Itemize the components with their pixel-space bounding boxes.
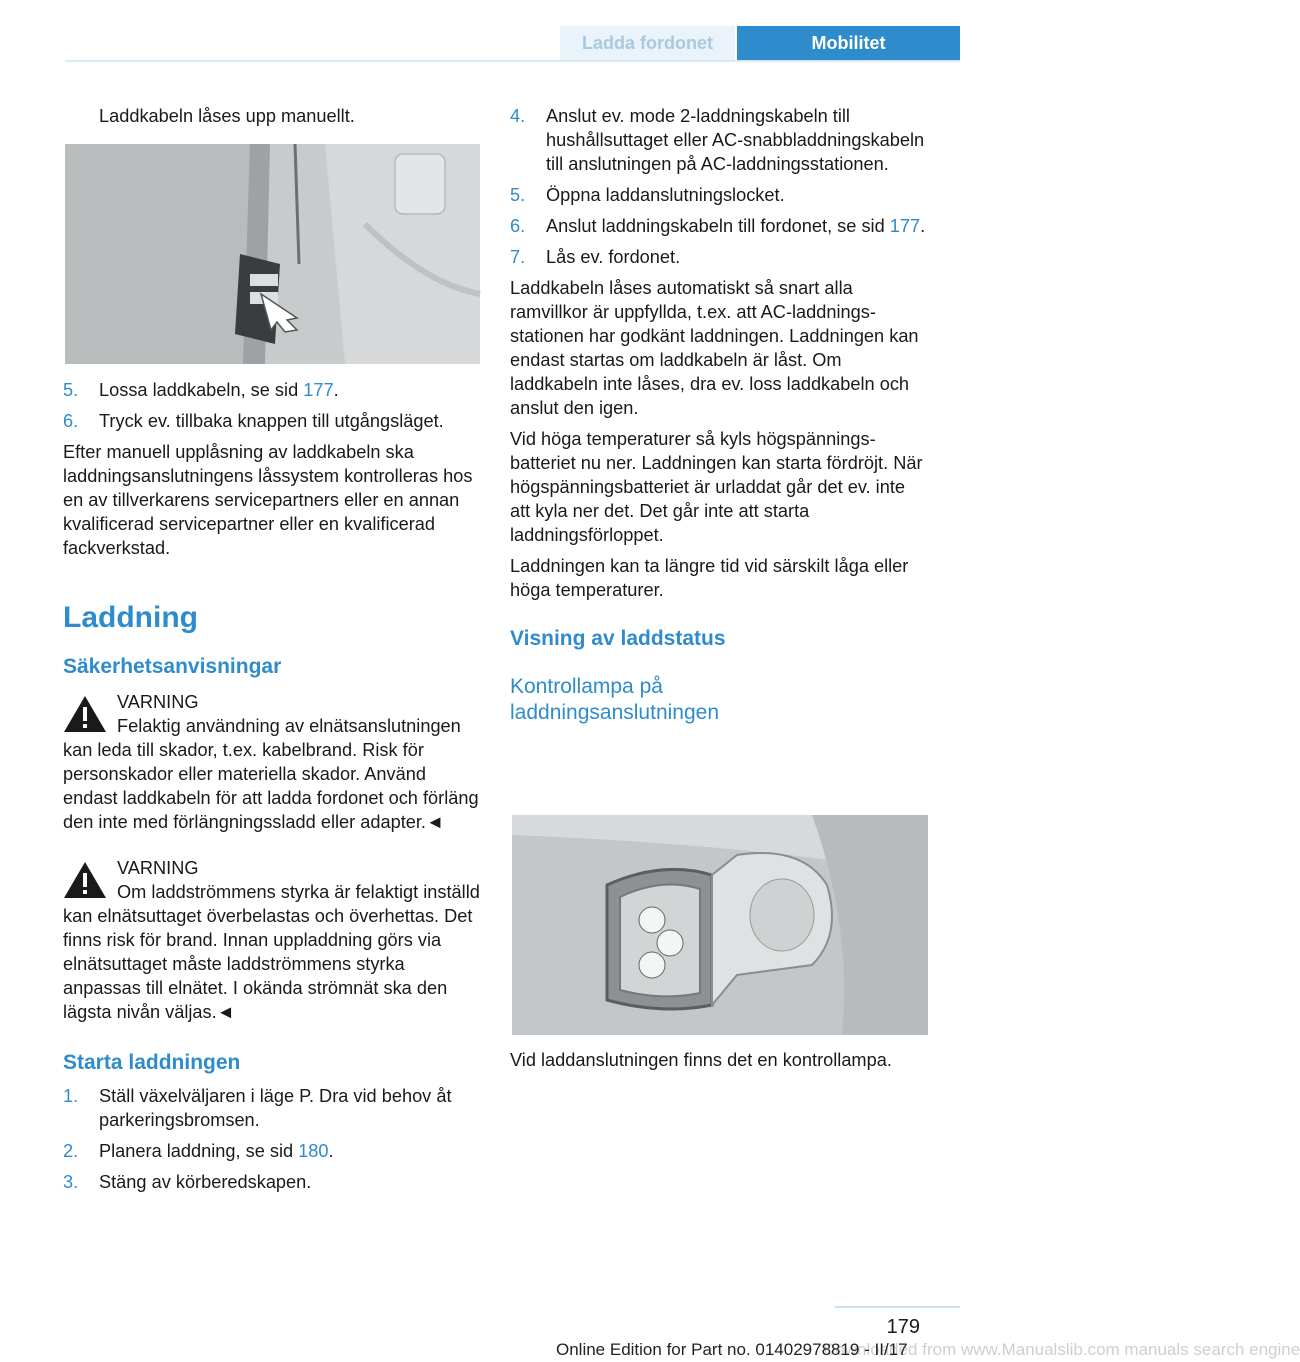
step-number: 6. (63, 411, 79, 431)
charging-port-illustration (512, 815, 928, 1035)
warning-text-2: Om laddströmmens styrka är felaktigt inställd kan elnätsuttaget överbelastas och överhettas. Det finns risk för brand. Innan uppladdning görs via elnätsuttaget måste laddströmmens styrka anpassas till elnätet. I okända strömnät ska den lägsta nivån väljas.◄ (63, 882, 480, 1022)
list-item (63, 409, 483, 433)
header-divider (65, 60, 960, 62)
page-ref-link[interactable]: 177 (889, 216, 921, 236)
right-bottom-block (510, 1048, 930, 1072)
warning-icon (63, 694, 107, 734)
step-number: 5. (63, 380, 79, 400)
step-text: Planera laddning, se sid (99, 1141, 299, 1161)
watermark[interactable]: Downloaded from www.Manualslib.com manuals search engine (823, 1340, 1300, 1359)
step-number: 3. (63, 1172, 79, 1192)
charging-port-photo (512, 815, 928, 1035)
page-ref-link[interactable]: 177 (303, 380, 334, 400)
page-ref-link[interactable]: 180 (298, 1141, 329, 1161)
step-text: Lås ev. fordonet. (546, 247, 681, 267)
list-item (63, 1170, 483, 1194)
warning-block-1 (63, 690, 483, 714)
step-number: 7. (510, 247, 526, 267)
warning-title: VARNING (117, 692, 199, 712)
list-item: 6. Anslut laddningskabeln till fordonet, se sid 177. (510, 216, 926, 236)
left-column-body (63, 378, 483, 1194)
auto-lock-paragraph: Laddkabeln låses automatiskt så snart alla ramvillkor är uppfyllda, t.ex. att AC-laddningsstationen har godkänt laddningen. Laddningen kan endast startas om laddkabeln är låst. Om laddkabeln inte låses, dra ev. loss laddkabeln och anslut den igen. (510, 278, 919, 418)
warning-block-2 (63, 856, 483, 880)
section-title: Laddning (63, 601, 198, 634)
manual-unlock-paragraph: Efter manuell upplåsning av laddkabeln ska laddningsanslutningens låssystem kontrolleras hos en av tillverkarens servicepartners eller en annan kvalificerad servicepartner eller en kvalificerad fackverkstad. (63, 442, 473, 558)
cable-release-illustration (65, 144, 480, 364)
header-section-tab: Ladda fordonet (560, 26, 735, 60)
step-text: Öppna laddanslutningslocket. (546, 185, 785, 205)
intro-text: Laddkabeln låses upp manuellt. (99, 106, 355, 126)
indicator-lamp-paragraph: Vid laddanslutningen finns det en kontrollampa. (510, 1050, 892, 1070)
list-item (510, 104, 930, 176)
step-number: 6. (510, 216, 526, 236)
step-text: Tryck ev. tillbaka knappen till utgångsläget. (99, 411, 444, 431)
edition-text: Online Edition for Part no. 01402978819 - II/17 (556, 1340, 908, 1359)
left-intro-block (63, 104, 483, 128)
charge-status-heading: Visning av laddstatus (510, 627, 726, 650)
cable-release-photo (65, 144, 480, 364)
step-number: 1. (63, 1086, 79, 1106)
indicator-lamp-heading: Kontrollampa på laddningsanslutningen (510, 675, 720, 724)
step-text: Stäng av körberedskapen. (99, 1172, 312, 1192)
list-item: 5. Lossa laddkabeln, se sid 177. (63, 380, 339, 400)
list-item (510, 245, 930, 269)
safety-heading: Säkerhetsanvisningar (63, 655, 282, 678)
temperature-paragraph: Vid höga temperaturer så kyls högspänningsbatteriet nu ner. Laddningen kan starta fördröjt. När högspänningsbatteriet är urladdat går det ev. inte att kyla ner det. Det går inte att starta laddningsförloppet. (510, 429, 923, 545)
footer-divider (835, 1306, 960, 1308)
warning-title: VARNING (117, 858, 199, 878)
duration-paragraph: Laddningen kan ta längre tid vid särskilt låga eller höga temperaturer. (510, 556, 909, 600)
step-text: Ställ växelväljaren i läge P. Dra vid behov åt parkeringsbromsen. (99, 1086, 452, 1130)
step-text: Anslut ev. mode 2-laddningskabeln till hushållsuttaget eller AC-snabbladdningskabeln till anslutningen på AC-laddningsstationen. (546, 106, 925, 174)
list-item (63, 1084, 483, 1132)
start-charging-heading: Starta laddningen (63, 1051, 241, 1074)
step-number: 5. (510, 185, 526, 205)
list-item (510, 183, 930, 207)
warning-icon (63, 860, 107, 900)
step-number: 2. (63, 1141, 79, 1161)
step-text: Lossa laddkabeln, se sid (99, 380, 304, 400)
list-item: 2. Planera laddning, se sid 180. (63, 1141, 334, 1161)
warning-text-1: Felaktig användning av elnätsanslutningen kan leda till skador, t.ex. kabelbrand. Risk för personskador eller materiella skador. Använd endast laddkabeln för att ladda fordonet och förläng den inte med förlängningssladd eller adapter.◄ (63, 716, 479, 832)
right-column-body (510, 104, 930, 726)
page-number: 179 (886, 1316, 920, 1338)
step-text: Anslut laddningskabeln till fordonet, se sid (546, 216, 890, 236)
header-chapter-tab: Mobilitet (737, 26, 960, 60)
step-number: 4. (510, 106, 526, 126)
